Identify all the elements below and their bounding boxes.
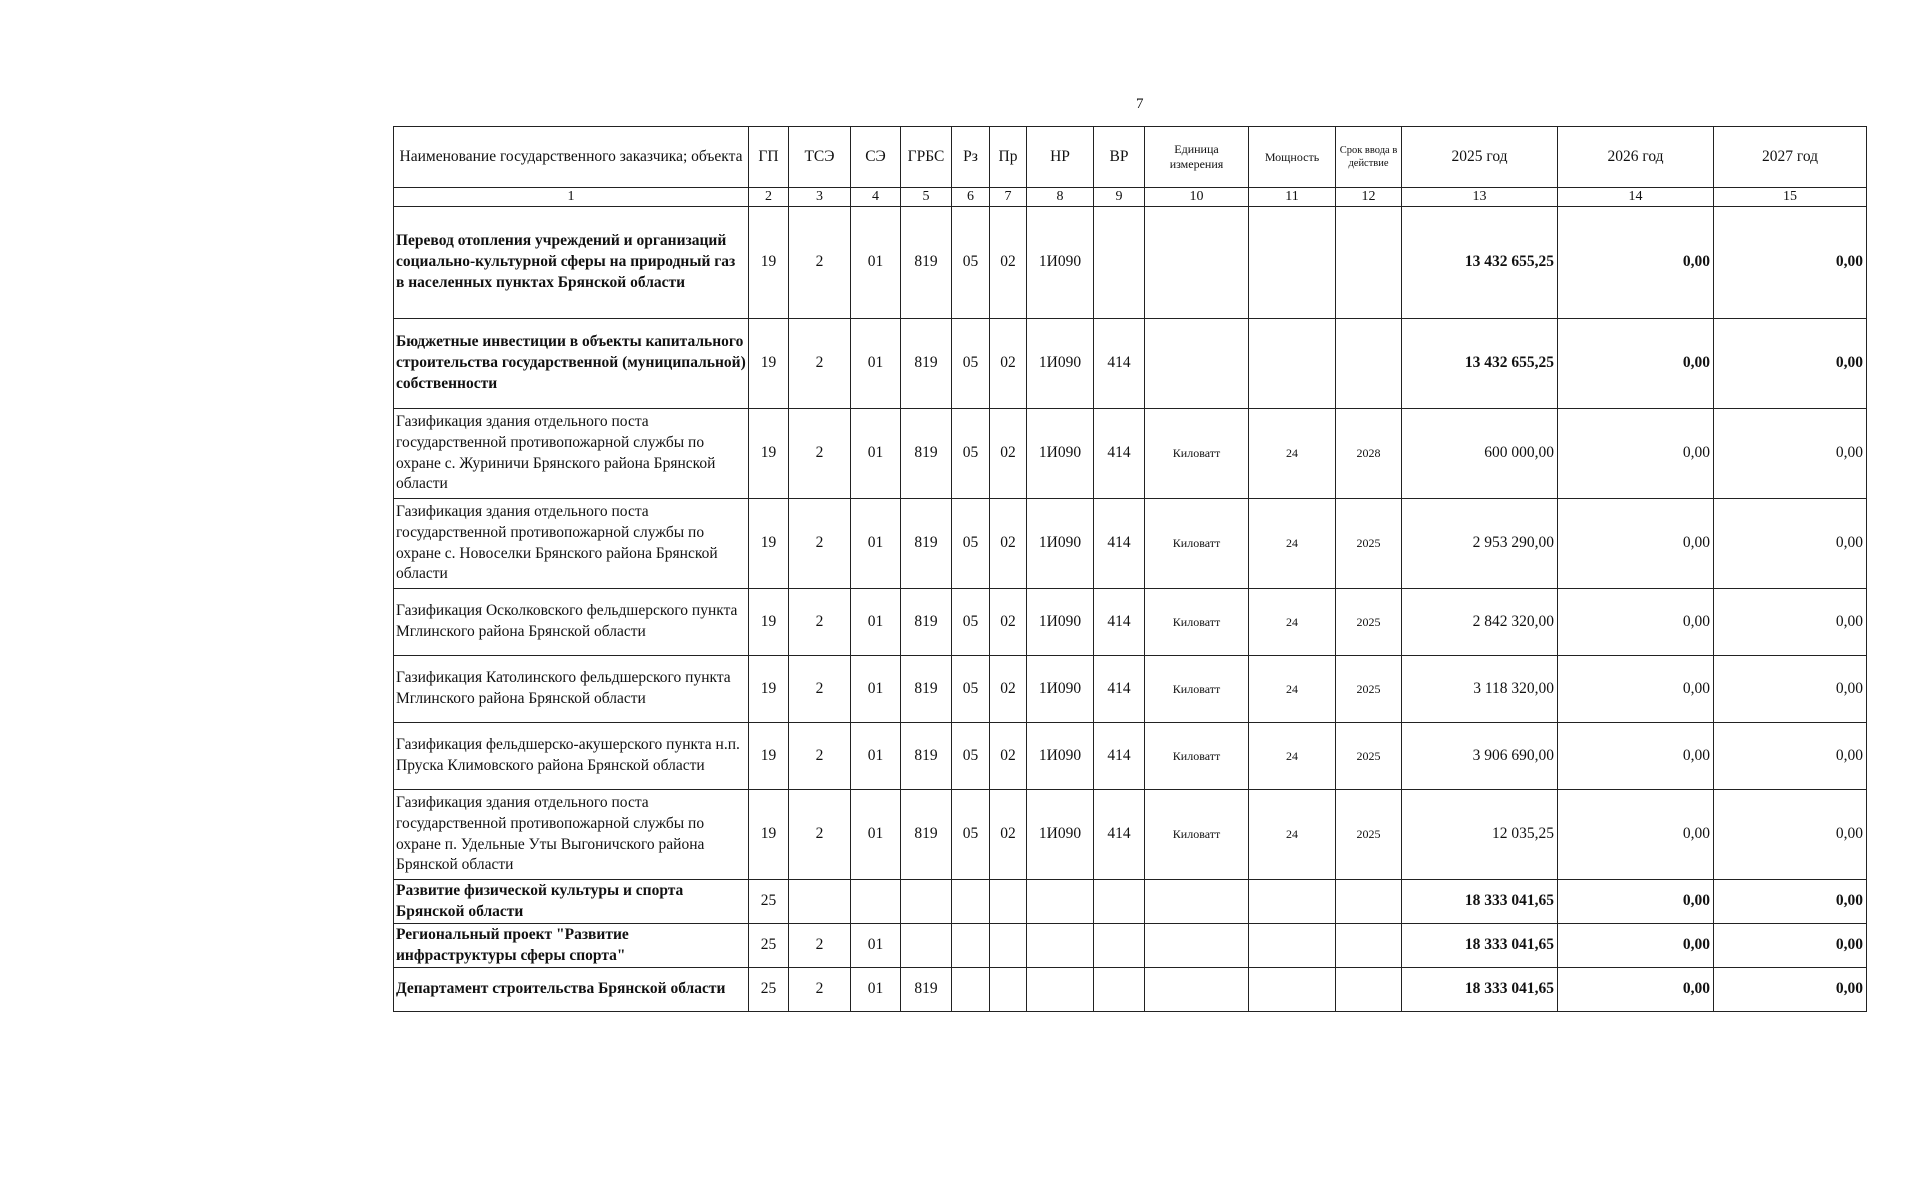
header-cell-2025: 2025 год [1402,127,1558,188]
rz-cell [952,880,990,924]
amount-2026-cell: 0,00 [1558,656,1714,723]
column-number: 8 [1027,188,1094,207]
commission-year-cell: 2025 [1336,499,1402,589]
rz-cell: 05 [952,499,990,589]
tse-cell: 2 [789,656,851,723]
grbs-cell: 819 [901,968,952,1012]
tse-cell [789,880,851,924]
amount-2025-cell: 600 000,00 [1402,409,1558,499]
grbs-cell: 819 [901,319,952,409]
amount-2025-cell: 3 118 320,00 [1402,656,1558,723]
vr-cell: 414 [1094,790,1145,880]
nr-cell: 1И090 [1027,499,1094,589]
amount-2026-cell: 0,00 [1558,319,1714,409]
table-row [394,409,1867,499]
tse-cell: 2 [789,319,851,409]
pr-cell: 02 [990,589,1027,656]
tse-cell: 2 [789,723,851,790]
commission-year-cell [1336,880,1402,924]
amount-2027-cell: 0,00 [1714,319,1867,409]
object-name-cell: Газификация здания отдельного поста государственной противопожарной службы по охране п. Удельные Уты Выгоничского района Брянской области [394,790,749,880]
unit-cell [1145,968,1249,1012]
amount-2027-cell: 0,00 [1714,409,1867,499]
rz-cell [952,924,990,968]
tse-cell: 2 [789,499,851,589]
gp-cell: 19 [749,656,789,723]
unit-cell: Киловатт [1145,499,1249,589]
power-cell [1249,207,1336,319]
se-cell: 01 [851,656,901,723]
vr-cell: 414 [1094,656,1145,723]
nr-cell [1027,968,1094,1012]
pr-cell: 02 [990,656,1027,723]
header-cell-unit: Единица измерения [1145,127,1249,188]
table-row [394,880,1867,924]
commission-year-cell [1336,924,1402,968]
table-row [394,968,1867,1012]
tse-cell: 2 [789,207,851,319]
object-name-cell: Департамент строительства Брянской области [394,968,749,1012]
rz-cell: 05 [952,319,990,409]
pr-cell: 02 [990,319,1027,409]
power-cell [1249,924,1336,968]
header-cell-name: Наименование государственного заказчика; объекта [394,127,749,188]
vr-cell [1094,968,1145,1012]
vr-cell: 414 [1094,409,1145,499]
rz-cell: 05 [952,790,990,880]
unit-cell: Киловатт [1145,790,1249,880]
pr-cell: 02 [990,723,1027,790]
table-header-row [394,127,1867,188]
commission-year-cell [1336,968,1402,1012]
amount-2026-cell: 0,00 [1558,880,1714,924]
tse-cell: 2 [789,409,851,499]
rz-cell: 05 [952,656,990,723]
column-number: 5 [901,188,952,207]
se-cell [851,880,901,924]
pr-cell [990,924,1027,968]
vr-cell [1094,207,1145,319]
power-cell: 24 [1249,723,1336,790]
tse-cell: 2 [789,924,851,968]
rz-cell: 05 [952,589,990,656]
amount-2025-cell: 3 906 690,00 [1402,723,1558,790]
unit-cell [1145,207,1249,319]
table-row [394,207,1867,319]
unit-cell: Киловатт [1145,723,1249,790]
power-cell [1249,968,1336,1012]
amount-2027-cell: 0,00 [1714,207,1867,319]
header-cell-pr: Пр [990,127,1027,188]
nr-cell: 1И090 [1027,656,1094,723]
se-cell: 01 [851,968,901,1012]
se-cell: 01 [851,589,901,656]
header-cell-tse: ТСЭ [789,127,851,188]
grbs-cell: 819 [901,656,952,723]
nr-cell: 1И090 [1027,790,1094,880]
column-number: 15 [1714,188,1867,207]
nr-cell [1027,880,1094,924]
column-number: 10 [1145,188,1249,207]
object-name-cell: Региональный проект "Развитие инфраструктуры сферы спорта" [394,924,749,968]
column-number: 1 [394,188,749,207]
amount-2025-cell: 18 333 041,65 [1402,880,1558,924]
commission-year-cell: 2025 [1336,790,1402,880]
vr-cell: 414 [1094,589,1145,656]
column-number: 6 [952,188,990,207]
commission-year-cell: 2028 [1336,409,1402,499]
gp-cell: 19 [749,790,789,880]
column-number: 12 [1336,188,1402,207]
column-number: 3 [789,188,851,207]
power-cell: 24 [1249,790,1336,880]
header-cell-nr: НР [1027,127,1094,188]
amount-2027-cell: 0,00 [1714,968,1867,1012]
gp-cell: 19 [749,319,789,409]
se-cell: 01 [851,790,901,880]
se-cell: 01 [851,723,901,790]
amount-2026-cell: 0,00 [1558,723,1714,790]
se-cell: 01 [851,924,901,968]
rz-cell [952,968,990,1012]
commission-year-cell: 2025 [1336,723,1402,790]
object-name-cell: Газификация Осколковского фельдшерского пункта Мглинского района Брянской области [394,589,749,656]
unit-cell [1145,319,1249,409]
amount-2027-cell: 0,00 [1714,723,1867,790]
column-number: 14 [1558,188,1714,207]
amount-2025-cell: 2 842 320,00 [1402,589,1558,656]
header-cell-2026: 2026 год [1558,127,1714,188]
gp-cell: 19 [749,207,789,319]
grbs-cell [901,880,952,924]
object-name-cell: Бюджетные инвестиции в объекты капитального строительства государственной (муниципальной) собственности [394,319,749,409]
column-number: 13 [1402,188,1558,207]
header-cell-2027: 2027 год [1714,127,1867,188]
header-cell-rz: Рз [952,127,990,188]
grbs-cell: 819 [901,790,952,880]
header-cell-gp: ГП [749,127,789,188]
nr-cell: 1И090 [1027,409,1094,499]
pr-cell [990,968,1027,1012]
header-cell-grbs: ГРБС [901,127,952,188]
grbs-cell: 819 [901,409,952,499]
table-row [394,656,1867,723]
power-cell [1249,319,1336,409]
amount-2027-cell: 0,00 [1714,589,1867,656]
column-number: 11 [1249,188,1336,207]
se-cell: 01 [851,409,901,499]
tse-cell: 2 [789,589,851,656]
vr-cell: 414 [1094,319,1145,409]
column-number: 2 [749,188,789,207]
grbs-cell: 819 [901,499,952,589]
power-cell: 24 [1249,499,1336,589]
se-cell: 01 [851,319,901,409]
header-cell-vr: ВР [1094,127,1145,188]
table-row [394,790,1867,880]
se-cell: 01 [851,499,901,589]
pr-cell: 02 [990,207,1027,319]
object-name-cell: Газификация здания отдельного поста государственной противопожарной службы по охране с. Новоселки Брянского района Брянской области [394,499,749,589]
amount-2025-cell: 2 953 290,00 [1402,499,1558,589]
gp-cell: 25 [749,924,789,968]
header-cell-commission-year: Срок ввода в действие [1336,127,1402,188]
rz-cell: 05 [952,207,990,319]
amount-2026-cell: 0,00 [1558,589,1714,656]
amount-2025-cell: 18 333 041,65 [1402,924,1558,968]
amount-2025-cell: 12 035,25 [1402,790,1558,880]
column-number: 9 [1094,188,1145,207]
power-cell: 24 [1249,656,1336,723]
power-cell [1249,880,1336,924]
vr-cell: 414 [1094,499,1145,589]
table-row [394,319,1867,409]
amount-2027-cell: 0,00 [1714,656,1867,723]
amount-2027-cell: 0,00 [1714,880,1867,924]
grbs-cell [901,924,952,968]
object-name-cell: Газификация Католинского фельдшерского пункта Мглинского района Брянской области [394,656,749,723]
amount-2025-cell: 18 333 041,65 [1402,968,1558,1012]
amount-2027-cell: 0,00 [1714,499,1867,589]
column-number-row [394,188,1867,207]
page-number: 7 [1136,96,1144,112]
tse-cell: 2 [789,968,851,1012]
amount-2026-cell: 0,00 [1558,207,1714,319]
unit-cell [1145,924,1249,968]
amount-2026-cell: 0,00 [1558,499,1714,589]
amount-2027-cell: 0,00 [1714,924,1867,968]
rz-cell: 05 [952,409,990,499]
amount-2025-cell: 13 432 655,25 [1402,319,1558,409]
amount-2026-cell: 0,00 [1558,968,1714,1012]
power-cell: 24 [1249,589,1336,656]
nr-cell [1027,924,1094,968]
table-row [394,589,1867,656]
commission-year-cell [1336,319,1402,409]
pr-cell: 02 [990,409,1027,499]
power-cell: 24 [1249,409,1336,499]
table-row [394,924,1867,968]
amount-2027-cell: 0,00 [1714,790,1867,880]
budget-table [393,126,1867,1012]
amount-2026-cell: 0,00 [1558,409,1714,499]
gp-cell: 25 [749,968,789,1012]
unit-cell [1145,880,1249,924]
nr-cell: 1И090 [1027,319,1094,409]
object-name-cell: Газификация здания отдельного поста государственной противопожарной службы по охране с. Журиничи Брянского района Брянской области [394,409,749,499]
object-name-cell: Перевод отопления учреждений и организаций социально-культурной сферы на природный газ в населенных пунктах Брянской области [394,207,749,319]
commission-year-cell: 2025 [1336,656,1402,723]
se-cell: 01 [851,207,901,319]
commission-year-cell [1336,207,1402,319]
pr-cell: 02 [990,499,1027,589]
gp-cell: 19 [749,499,789,589]
unit-cell: Киловатт [1145,409,1249,499]
column-number: 4 [851,188,901,207]
gp-cell: 25 [749,880,789,924]
rz-cell: 05 [952,723,990,790]
vr-cell: 414 [1094,723,1145,790]
gp-cell: 19 [749,723,789,790]
amount-2026-cell: 0,00 [1558,790,1714,880]
gp-cell: 19 [749,589,789,656]
amount-2026-cell: 0,00 [1558,924,1714,968]
unit-cell: Киловатт [1145,589,1249,656]
nr-cell: 1И090 [1027,589,1094,656]
grbs-cell: 819 [901,207,952,319]
grbs-cell: 819 [901,589,952,656]
table-row [394,499,1867,589]
gp-cell: 19 [749,409,789,499]
tse-cell: 2 [789,790,851,880]
commission-year-cell: 2025 [1336,589,1402,656]
object-name-cell: Развитие физической культуры и спорта Брянской области [394,880,749,924]
nr-cell: 1И090 [1027,207,1094,319]
nr-cell: 1И090 [1027,723,1094,790]
unit-cell: Киловатт [1145,656,1249,723]
header-cell-power: Мощность [1249,127,1336,188]
column-number: 7 [990,188,1027,207]
pr-cell [990,880,1027,924]
pr-cell: 02 [990,790,1027,880]
header-cell-se: СЭ [851,127,901,188]
table-body [394,207,1867,1012]
amount-2025-cell: 13 432 655,25 [1402,207,1558,319]
vr-cell [1094,924,1145,968]
grbs-cell: 819 [901,723,952,790]
object-name-cell: Газификация фельдшерско-акушерского пункта н.п. Пруска Климовского района Брянской области [394,723,749,790]
vr-cell [1094,880,1145,924]
table-row [394,723,1867,790]
